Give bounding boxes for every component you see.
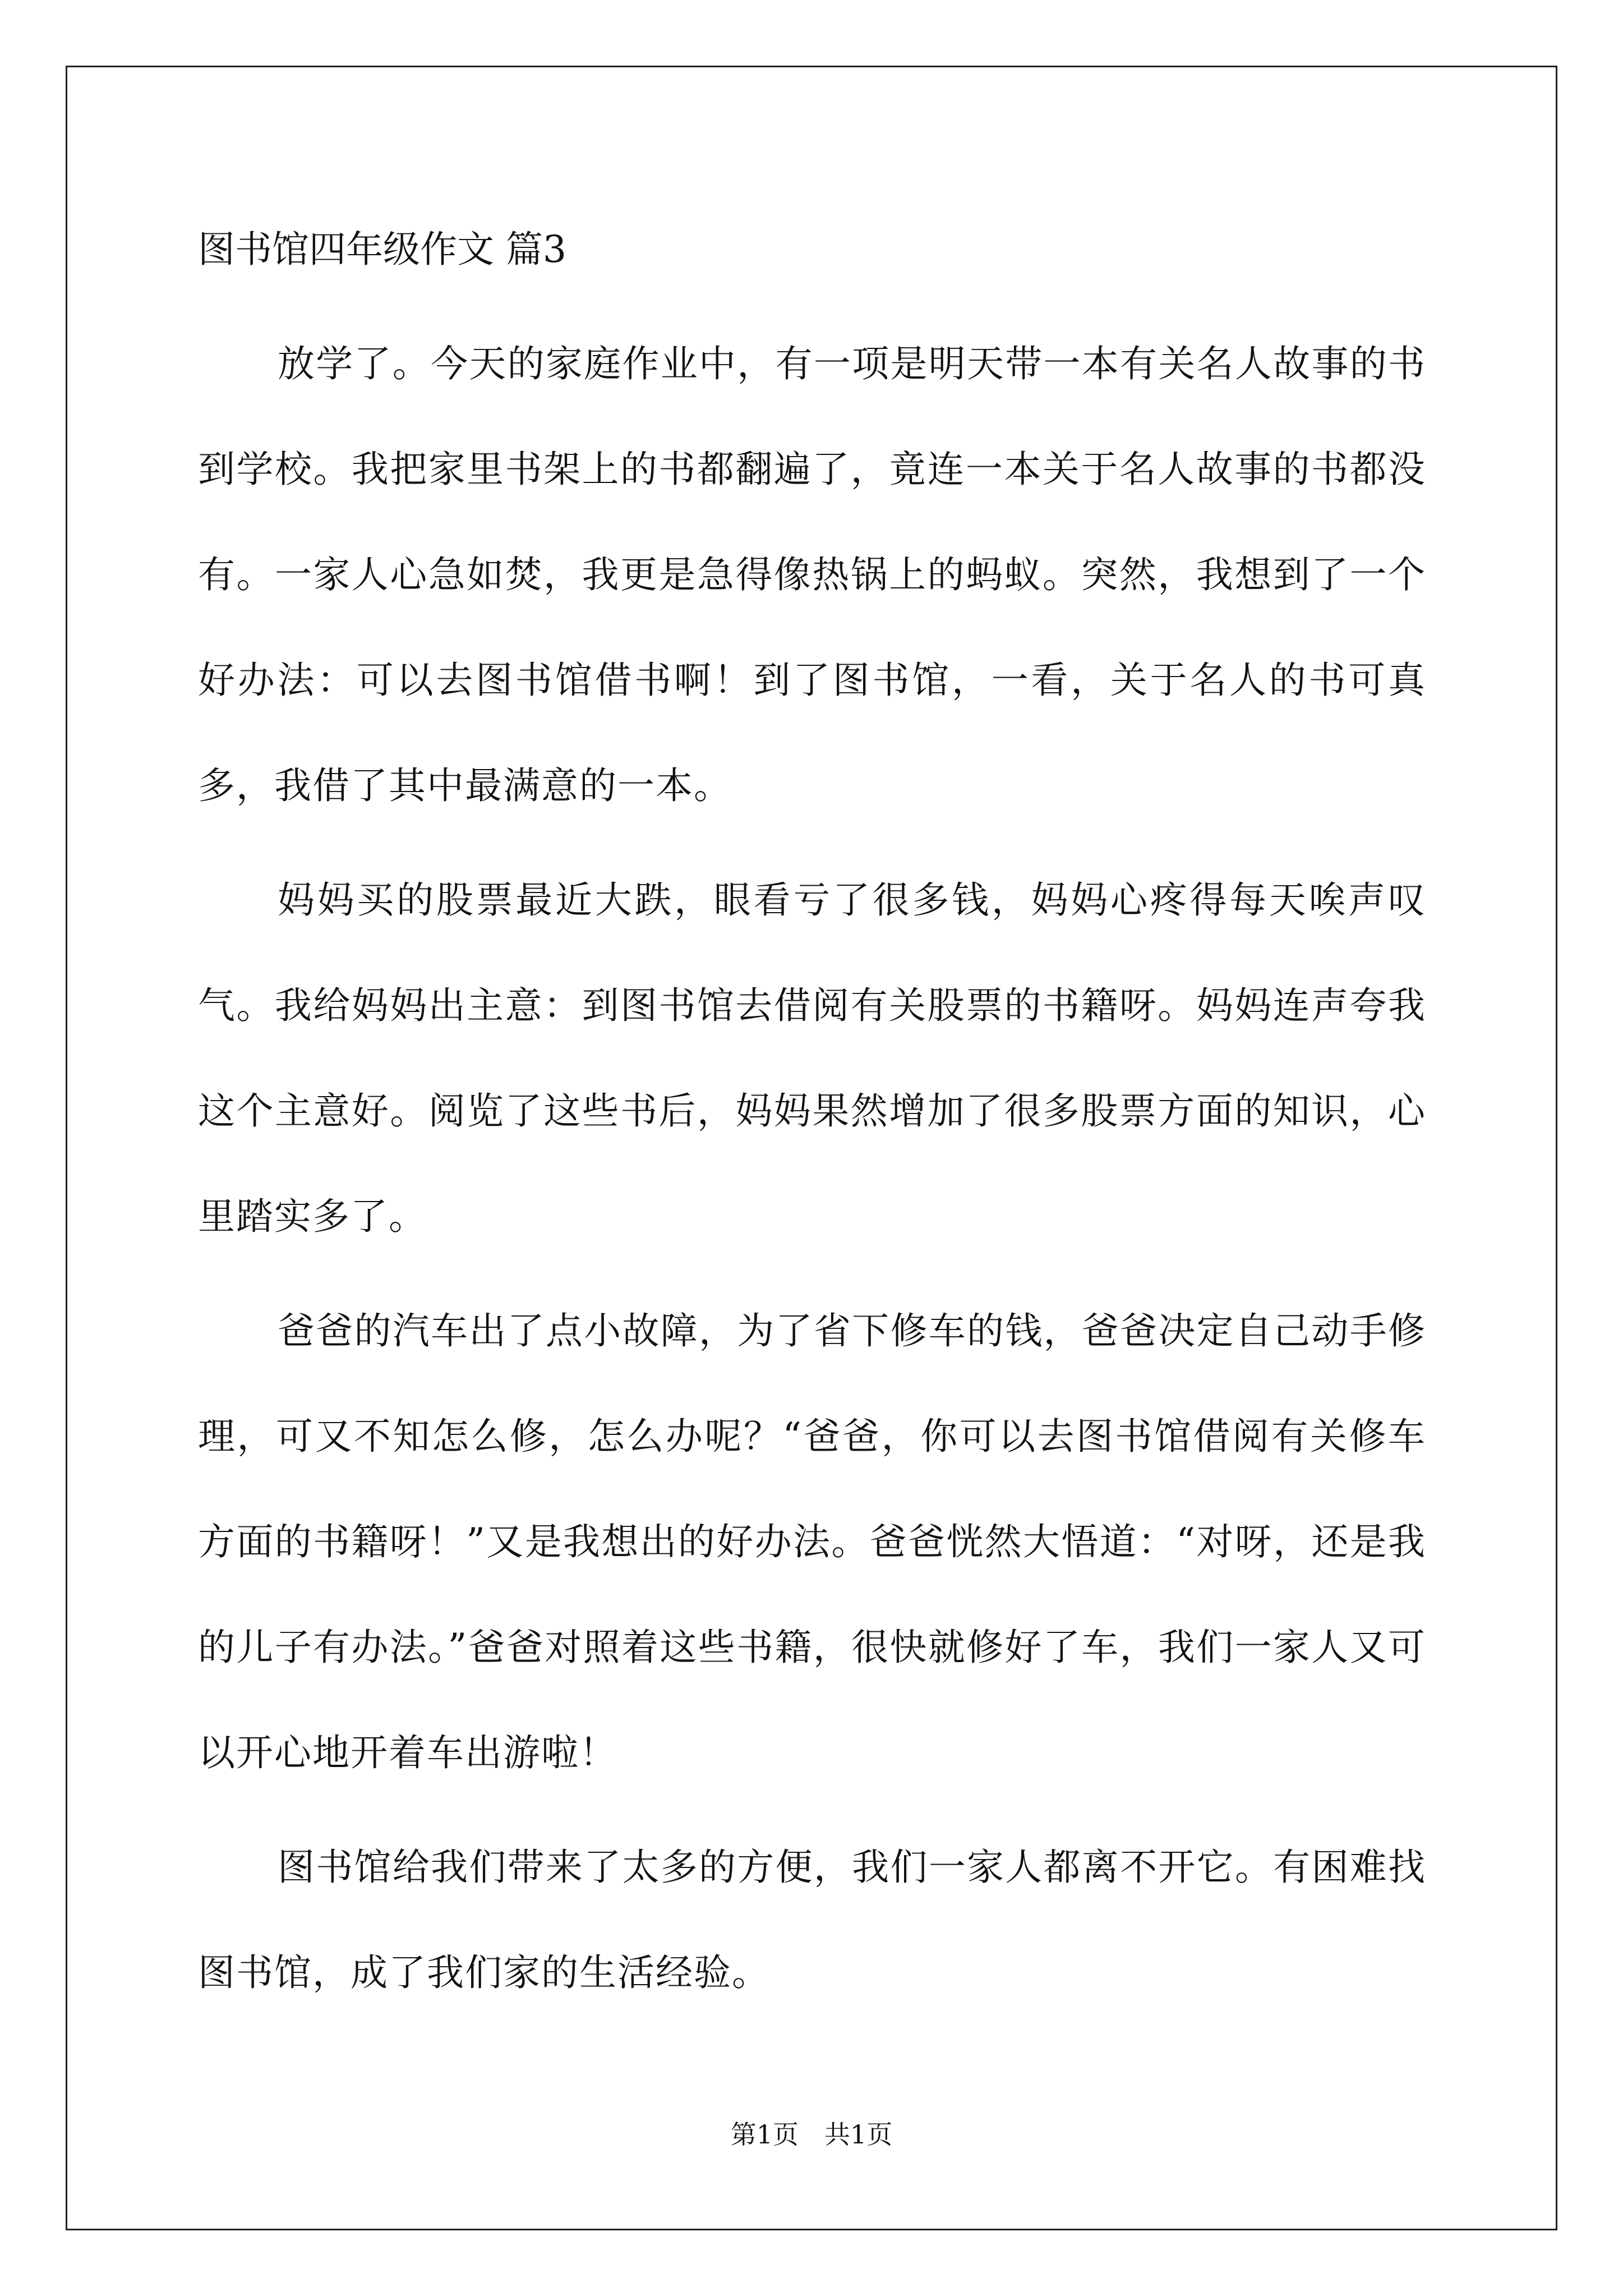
page-number: 第1页 <box>730 2119 799 2150</box>
document-title: 图书馆四年级作文 篇3 <box>198 228 566 271</box>
paragraph: 图书馆给我们带来了太多的方便，我们一家人都离不开它。有困难找图书馆，成了我们家的生活经验。 <box>198 1846 1426 1994</box>
paragraph: 放学了。今天的家庭作业中，有一项是明天带一本有关名人故事的书到学校。我把家里书架上的书都翻遍了，竟连一本关于名人故事的书都没有。一家人心急如焚，我更是急得像热锅上的蚂蚁。突然，我想到了一个好办法：可以去图书馆借书啊！到了图书馆，一看，关于名人的书可真多，我借了其中最满意的一本。 <box>198 342 1426 807</box>
paragraph: 爸爸的汽车出了点小故障，为了省下修车的钱，爸爸决定自己动手修理，可又不知怎么修，怎么办呢？“爸爸，你可以去图书馆借阅有关修车方面的书籍呀！”又是我想出的好办法。爸爸恍然大悟道：“对呀，还是我的儿子有办法。”爸爸对照着这些书籍，很快就修好了车，我们一家人又可以开心地开着车出游啦！ <box>198 1309 1426 1774</box>
paragraph: 妈妈买的股票最近大跌，眼看亏了很多钱，妈妈心疼得每天唉声叹气。我给妈妈出主意：到图书馆去借阅有关股票的书籍呀。妈妈连声夸我这个主意好。阅览了这些书后，妈妈果然增加了很多股票方面的知识，心里踏实多了。 <box>198 878 1426 1238</box>
page-footer <box>0 2118 1623 2151</box>
document-body <box>198 216 1426 2035</box>
page-total: 共1页 <box>824 2119 893 2150</box>
